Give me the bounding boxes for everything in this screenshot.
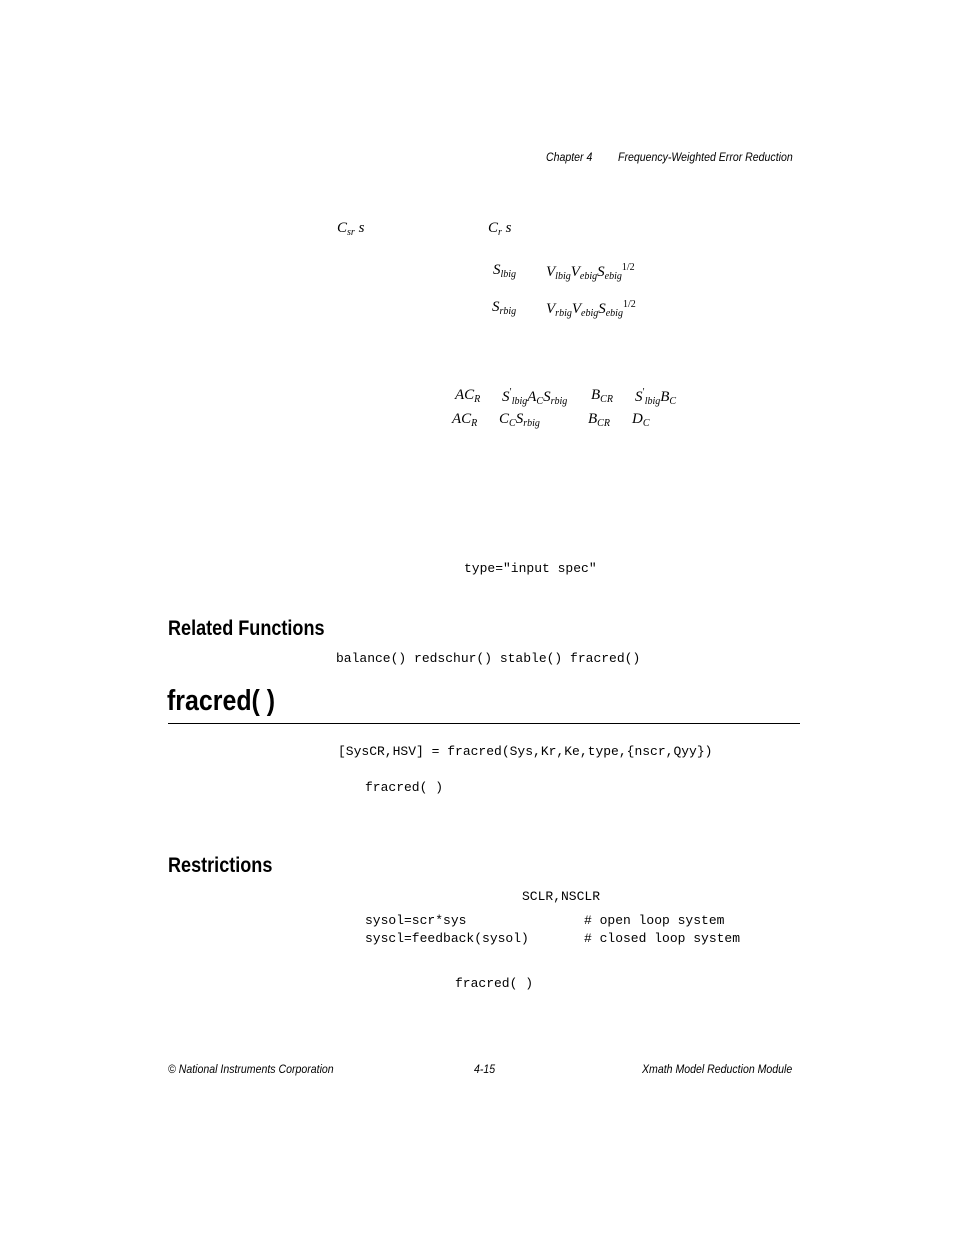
related-functions-list: balance() redschur() stable() fracred() [336,651,641,666]
equation-row2-dc: $D_C$ [632,411,650,429]
code-line: sysol=scr*sys [365,913,467,928]
related-functions-heading: Related Functions [168,617,325,640]
equation-row2-lhs: $AC_R$ [452,411,478,429]
equation-cr: $C_r$ s [488,220,512,238]
equation-csr: $C_{sr}$ s [337,220,365,238]
footer-page-number: 4-15 [474,1062,496,1076]
section-title: fracred( ) [167,685,276,717]
header-chapter: Chapter 4 [546,150,593,164]
header-title: Frequency-Weighted Error Reduction [618,150,793,164]
equation-row2-c-term: $C_CS_{rbig}$ [499,411,540,429]
syntax-line: [SysCR,HSV] = fracred(Sys,Kr,Ke,type,{nscr,Qyy}) [338,744,713,759]
restrictions-heading: Restrictions [168,854,273,877]
code-type-input-spec: type="input spec" [464,561,597,576]
equation-row1-lhs: $AC_R$ [455,387,481,405]
function-reference: fracred( ) [365,780,444,795]
equation-slbig: $S_{lbig}$ [493,262,517,280]
code-comment: # open loop system [584,913,725,928]
equation-srbig-rhs: $V_{rbig}V_{ebig}S_{ebig}^{1/2}$ [546,299,636,319]
equation-row2-bcr: $B_{CR}$ [588,411,610,429]
equation-row1-b-term: $S'_{lbig}B_C$ [635,387,677,407]
function-reference: fracred( ) [455,976,534,991]
equation-row1-a-term: $S'_{lbig}A_CS_{rbig}$ [502,387,568,407]
code-comment: # closed loop system [584,931,741,946]
equation-srbig: $S_{rbig}$ [492,299,517,317]
code-line: syscl=feedback(sysol) [365,931,529,946]
equation-slbig-rhs: $V_{lbig}V_{ebig}S_{ebig}^{1/2}$ [546,262,635,282]
footer-right: Xmath Model Reduction Module [642,1062,793,1076]
equation-row1-bcr: $B_{CR}$ [591,387,613,405]
footer-left: © National Instruments Corporation [168,1062,334,1076]
sclr-nsclr-text: SCLR,NSCLR [522,889,601,904]
section-rule [168,723,800,724]
